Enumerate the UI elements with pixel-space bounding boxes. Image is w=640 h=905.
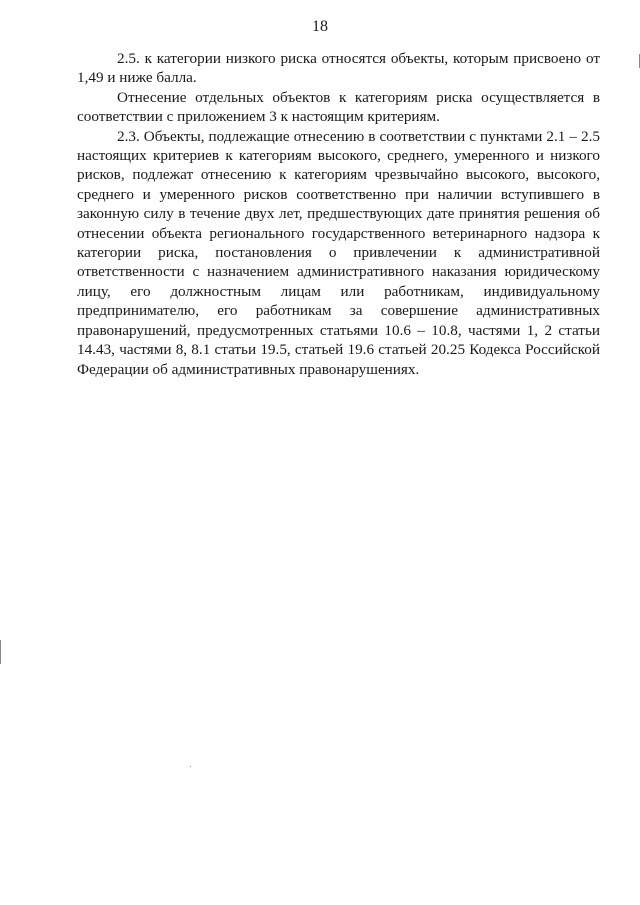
scan-artifact-left <box>0 640 1 664</box>
paragraph-clause-2-3: 2.3. Объекты, подлежащие отнесению в соответствии с пунктами 2.1 – 2.5 настоящих критериев к категориям высокого, среднего, умеренного и низкого рисков, подлежат отнесению к категориям чрезвычайно высокого, высокого, среднего и умеренного рисков соответственно при наличии вступившего в законную силу в течение двух лет, предшествующих дате принятия решения об отнесении объекта регионального государственного ветеринарного надзора к категории риска, постановления о привлечении к административной ответственности с назначением административного наказания юридическому лицу, его должностным лицам или работникам, индивидуальному предпринимателю, его работникам за совершение административных правонарушений, предусмотренных статьями 10.6 – 10.8, частями 1, 2 статьи 14.43, частями 8, 8.1 статьи 19.5, статьей 19.6 статьей 20.25 Кодекса Российской Федерации об административных правонарушениях. <box>77 127 600 378</box>
document-body <box>77 49 600 379</box>
paragraph-low-risk: 2.5. к категории низкого риска относятся объекты, которым присвоено от 1,49 и ниже балла. <box>77 50 600 87</box>
paragraph-risk-assignment: Отнесение отдельных объектов к категориям риска осуществляется в соответствии с приложением 3 к настоящим критериям. <box>77 88 600 126</box>
scan-artifact-dot <box>190 766 191 767</box>
page-number: 18 <box>312 18 328 35</box>
